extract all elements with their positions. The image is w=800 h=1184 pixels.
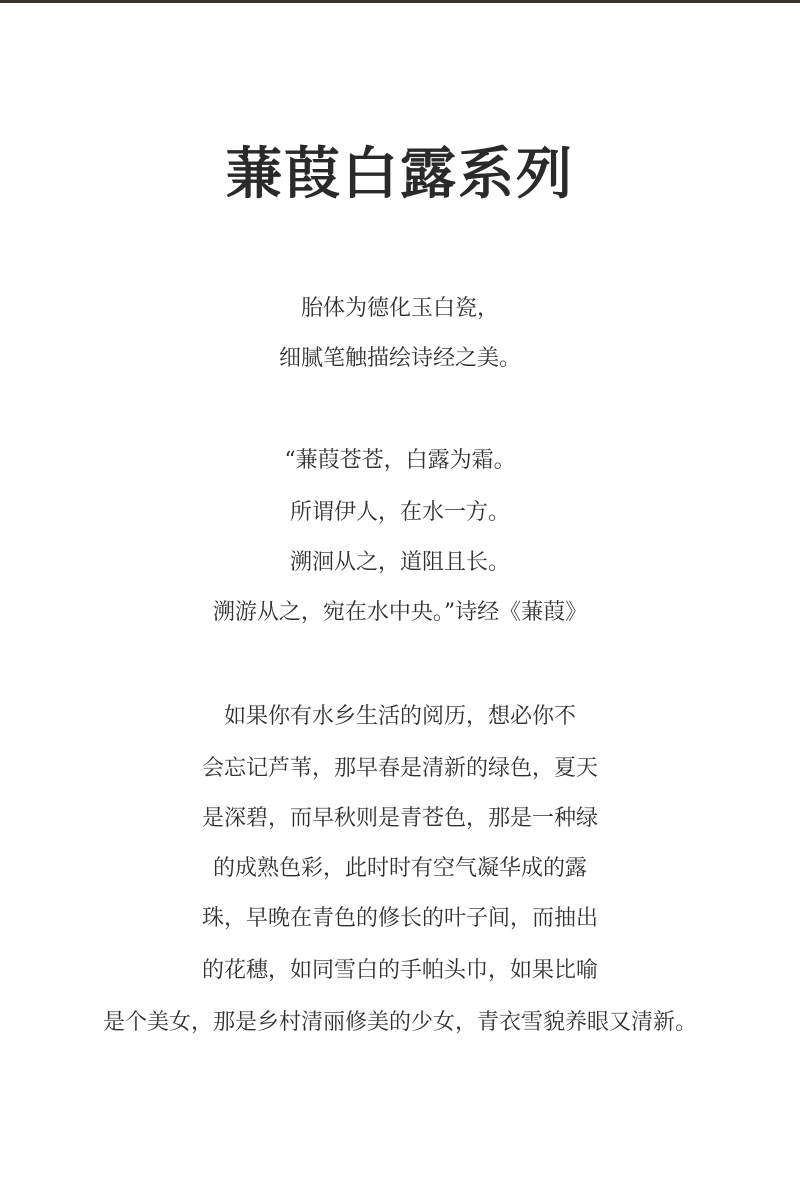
poem-line-3: 溯洄从之，道阻且长。 xyxy=(289,550,510,575)
page-title: 蒹葭白露系列 xyxy=(226,141,574,207)
paragraph-line-7: 是个美女，那是乡村清丽修美的少女，青衣雪貌养眼又清新。 xyxy=(102,1010,697,1035)
poem-line-2: 所谓伊人，在水一方。 xyxy=(289,500,510,525)
paragraph-line-3: 是深碧，而早秋则是青苍色，那是一种绿 xyxy=(201,806,598,831)
intro-line-2: 细腻笔触描绘诗经之美。 xyxy=(278,346,521,371)
top-divider xyxy=(0,0,800,3)
intro-line-1: 胎体为德化玉白瓷， xyxy=(300,296,499,321)
paragraph-line-4: 的成熟色彩，此时时有空气凝华成的露 xyxy=(212,856,587,881)
poem-line-1: “蒹葭苍苍，白露为霜。 xyxy=(284,448,516,473)
poem-line-4: 溯游从之，宛在水中央。”诗经《蒹葭》 xyxy=(212,600,588,625)
paragraph-line-5: 珠，早晚在青色的修长的叶子间，而抽出 xyxy=(201,906,598,931)
paragraph-line-6: 的花穗，如同雪白的手帕头巾，如果比喻 xyxy=(201,958,598,983)
paragraph-line-1: 如果你有水乡生活的阅历，想必你不 xyxy=(223,704,576,729)
paragraph-line-2: 会忘记芦苇，那早春是清新的绿色，夏天 xyxy=(201,756,598,781)
